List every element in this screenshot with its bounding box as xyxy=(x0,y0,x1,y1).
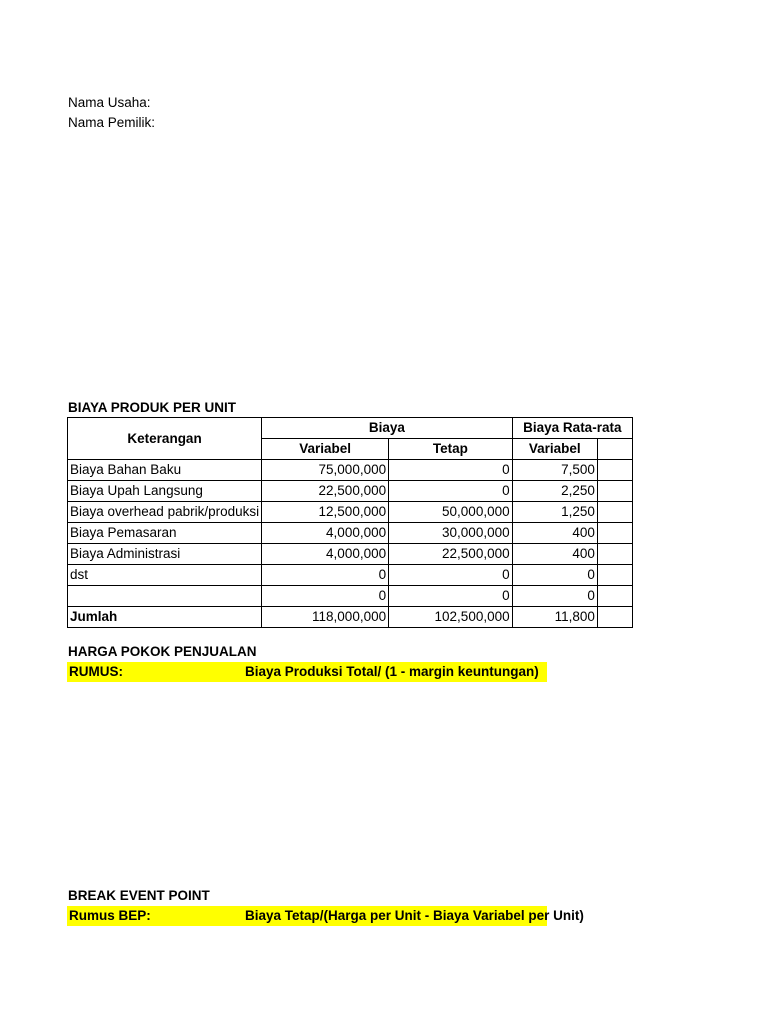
total-tetap[interactable]: 102,500,000 xyxy=(389,607,513,628)
cell-variabel-rata[interactable]: 1,250 xyxy=(512,502,597,523)
cell-keterangan[interactable]: Biaya Upah Langsung xyxy=(68,481,262,502)
table-total-row xyxy=(68,607,633,628)
table-row xyxy=(68,565,633,586)
header-group-biaya-rata[interactable]: Biaya Rata-rata xyxy=(512,418,632,439)
header-tetap-rata[interactable] xyxy=(597,439,632,460)
cell-tetap-rata[interactable] xyxy=(597,544,632,565)
hpp-rumus-label[interactable]: RUMUS: xyxy=(69,664,123,679)
cell-variabel[interactable]: 12,500,000 xyxy=(262,502,389,523)
table-header-row xyxy=(68,418,633,439)
cell-tetap[interactable]: 0 xyxy=(389,481,513,502)
cell-variabel-rata[interactable]: 400 xyxy=(512,523,597,544)
cell-variabel-rata[interactable]: 2,250 xyxy=(512,481,597,502)
cell-tetap-rata[interactable] xyxy=(597,481,632,502)
header-group-biaya[interactable]: Biaya xyxy=(262,418,512,439)
cell-tetap[interactable]: 0 xyxy=(389,460,513,481)
cell-tetap-rata[interactable] xyxy=(597,502,632,523)
cell-tetap[interactable]: 0 xyxy=(389,565,513,586)
cell-keterangan[interactable]: Biaya Pemasaran xyxy=(68,523,262,544)
cell-variabel[interactable]: 4,000,000 xyxy=(262,523,389,544)
produk-per-unit-section xyxy=(67,417,633,623)
cell-variabel-rata[interactable]: 7,500 xyxy=(512,460,597,481)
cell-variabel[interactable]: 75,000,000 xyxy=(262,460,389,481)
header-variabel-rata[interactable]: Variabel xyxy=(512,439,597,460)
bep-rumus-label[interactable]: Rumus BEP: xyxy=(69,908,151,923)
table-row xyxy=(68,481,633,502)
cell-variabel[interactable]: 22,500,000 xyxy=(262,481,389,502)
total-variabel-rata[interactable]: 11,800 xyxy=(512,607,597,628)
nama-usaha-label: Nama Usaha: xyxy=(68,95,151,110)
cell-tetap[interactable]: 30,000,000 xyxy=(389,523,513,544)
hpp-title: HARGA POKOK PENJUALAN xyxy=(68,644,257,659)
header-variabel[interactable]: Variabel xyxy=(262,439,389,460)
cell-tetap[interactable]: 50,000,000 xyxy=(389,502,513,523)
header-keterangan[interactable]: Keterangan xyxy=(68,418,262,460)
cell-variabel-rata[interactable]: 0 xyxy=(512,586,597,607)
hpp-rumus-bar xyxy=(67,662,547,682)
cell-tetap[interactable]: 22,500,000 xyxy=(389,544,513,565)
nama-pemilik-label: Nama Pemilik: xyxy=(68,115,156,130)
cell-variabel-rata[interactable]: 0 xyxy=(512,565,597,586)
bep-title: BREAK EVENT POINT xyxy=(68,888,210,903)
produk-per-unit-title: BIAYA PRODUK PER UNIT xyxy=(68,400,237,415)
table-row xyxy=(68,586,633,607)
header-tetap[interactable]: Tetap xyxy=(389,439,513,460)
cell-tetap-rata[interactable] xyxy=(597,523,632,544)
total-tetap-rata[interactable] xyxy=(597,607,632,628)
cell-keterangan[interactable] xyxy=(68,586,262,607)
cell-variabel[interactable]: 4,000,000 xyxy=(262,544,389,565)
bep-rumus-bar xyxy=(67,906,584,926)
table-row xyxy=(68,502,633,523)
cell-tetap-rata[interactable] xyxy=(597,565,632,586)
table-row xyxy=(68,544,633,565)
cell-keterangan[interactable]: Biaya overhead pabrik/produksi xyxy=(68,502,262,523)
produk-per-unit-table xyxy=(67,417,633,628)
hpp-rumus-text[interactable]: Biaya Produksi Total/ (1 - margin keuntungan) xyxy=(245,664,539,679)
cell-variabel[interactable]: 0 xyxy=(262,565,389,586)
cell-tetap-rata[interactable] xyxy=(597,586,632,607)
cell-variabel-rata[interactable]: 400 xyxy=(512,544,597,565)
cell-keterangan[interactable]: Biaya Bahan Baku xyxy=(68,460,262,481)
cell-keterangan[interactable]: dst xyxy=(68,565,262,586)
bep-rumus-text[interactable]: Biaya Tetap/(Harga per Unit - Biaya Variabel per Unit) xyxy=(245,908,584,923)
total-variabel[interactable]: 118,000,000 xyxy=(262,607,389,628)
cell-variabel[interactable]: 0 xyxy=(262,586,389,607)
cell-keterangan[interactable]: Biaya Administrasi xyxy=(68,544,262,565)
table-row xyxy=(68,460,633,481)
cell-tetap[interactable]: 0 xyxy=(389,586,513,607)
total-label[interactable]: Jumlah xyxy=(68,607,262,628)
cell-tetap-rata[interactable] xyxy=(597,460,632,481)
table-row xyxy=(68,523,633,544)
